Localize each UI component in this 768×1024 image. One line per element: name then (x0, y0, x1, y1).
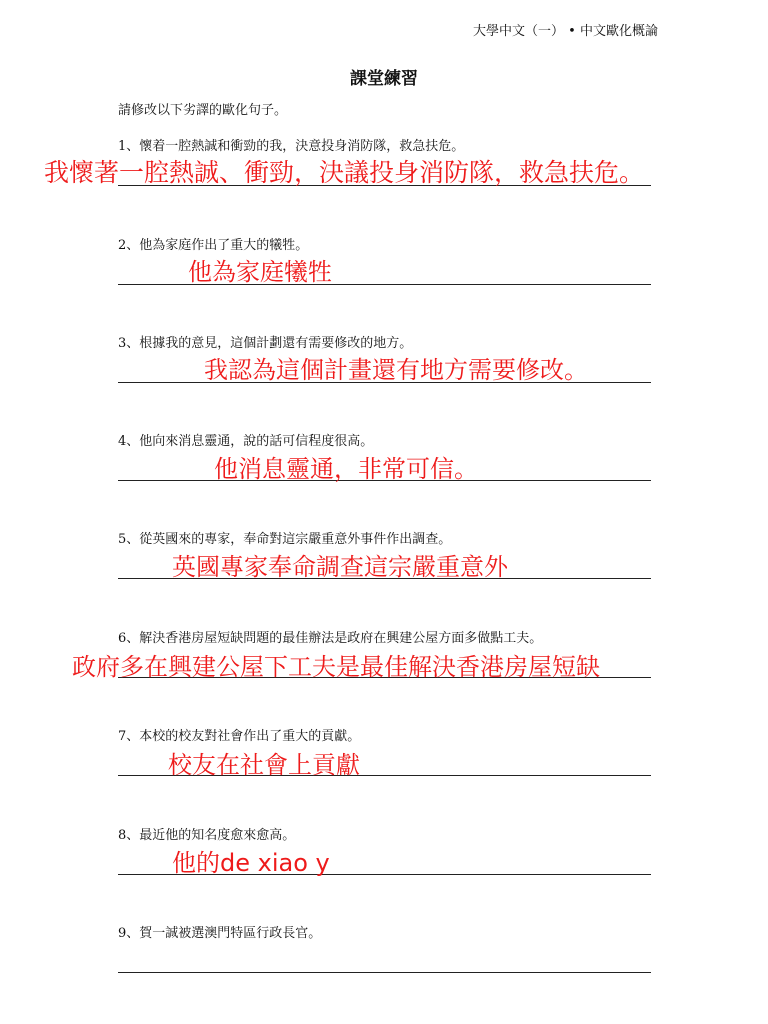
question-text: 4、他向來消息靈通，說的話可信程度很高。 (118, 434, 374, 449)
topic-name: 中文歐化概論 (579, 24, 658, 39)
question-text: 9、賀一誠被選澳門特區行政長官。 (118, 926, 322, 941)
question-9 (118, 922, 653, 992)
question-text: 5、從英國來的專家，奉命對這宗嚴重意外事件作出調查。 (118, 532, 452, 547)
handwritten-answer-8: 他的de xiao y (172, 849, 330, 877)
question-text: 7、本校的校友對社會作出了重大的貢獻。 (118, 729, 361, 744)
handwritten-answer-3: 我認為這個計畫還有地方需要修改。 (204, 356, 588, 384)
handwritten-answer-1: 我懷著一腔熱誠、衝勁，決議投身消防隊，救急扶危。 (44, 158, 645, 187)
header-separator: • (568, 24, 576, 39)
answer-line[interactable] (118, 972, 651, 973)
page-title: 課堂練習 (350, 69, 418, 89)
page-header (473, 20, 658, 39)
handwritten-answer-7: 校友在社會上貢獻 (168, 751, 360, 779)
question-text: 6、解決香港房屋短缺問題的最佳辦法是政府在興建公屋方面多做點工夫。 (118, 631, 543, 646)
handwritten-answer-4: 他消息靈通，非常可信。 (214, 455, 478, 483)
handwritten-answer-5: 英國專家奉命調查這宗嚴重意外 (172, 553, 508, 581)
question-text: 8、最近他的知名度愈來愈高。 (118, 828, 296, 843)
course-name: 大學中文（一） (473, 24, 565, 39)
handwritten-answer-2: 他為家庭犧牲 (188, 258, 332, 286)
question-text: 2、他為家庭作出了重大的犧牲。 (118, 238, 309, 253)
instruction-text: 請修改以下劣譯的歐化句子。 (118, 103, 288, 118)
question-text: 3、根據我的意見，這個計劃還有需要修改的地方。 (118, 336, 413, 351)
question-text: 1、懷着一腔熱誠和衝勁的我，決意投身消防隊，救急扶危。 (118, 139, 465, 154)
handwritten-answer-6: 政府多在興建公屋下工夫是最佳解決香港房屋短缺 (72, 653, 600, 681)
